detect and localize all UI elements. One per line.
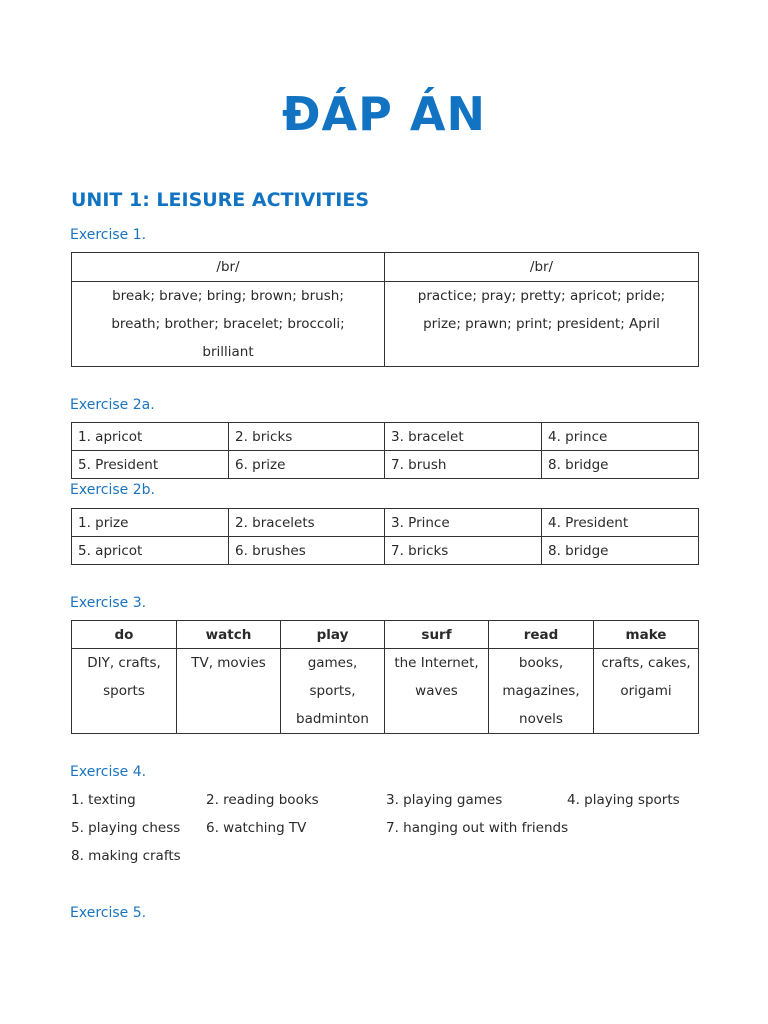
table-cell: DIY, crafts, sports (72, 649, 177, 734)
table-cell: 2. bracelets (229, 509, 385, 537)
list-item: 5. playing chess (71, 820, 181, 836)
table-header-cell: watch (177, 621, 281, 649)
table-row (72, 423, 699, 451)
table-header-cell: play (281, 621, 385, 649)
exercise-2a-table (71, 422, 699, 479)
table-cell: TV, movies (177, 649, 281, 734)
exercise-1-heading: Exercise 1. (70, 227, 147, 243)
table-cell: the Internet, waves (385, 649, 489, 734)
exercise-2a-heading: Exercise 2a. (70, 397, 155, 413)
list-item: 2. reading books (206, 792, 319, 808)
exercise-1-table (71, 252, 699, 367)
table-cell: 2. bricks (229, 423, 385, 451)
table-header-cell: do (72, 621, 177, 649)
table-cell: 5. President (72, 451, 229, 479)
table-cell: books, magazines, novels (489, 649, 594, 734)
list-item: 4. playing sports (567, 792, 680, 808)
table-cell: 7. brush (385, 451, 542, 479)
table-cell: 6. brushes (229, 537, 385, 565)
table-header-row (72, 621, 699, 649)
table-cell: 1. apricot (72, 423, 229, 451)
table-row (72, 509, 699, 537)
table-header-cell: surf (385, 621, 489, 649)
table-cell: 7. bricks (385, 537, 542, 565)
table-cell: 3. Prince (385, 509, 542, 537)
table-cell: games, sports, badminton (281, 649, 385, 734)
table-cell: 8. bridge (542, 451, 699, 479)
table-cell: 5. apricot (72, 537, 229, 565)
table-header-cell: /br/ (385, 253, 699, 282)
exercise-2b-table (71, 508, 699, 565)
list-item: 1. texting (71, 792, 136, 808)
unit-title: UNIT 1: LEISURE ACTIVITIES (71, 189, 370, 211)
table-cell: practice; pray; pretty; apricot; pride; prize; prawn; print; president; April (385, 282, 699, 367)
exercise-4-heading: Exercise 4. (70, 764, 147, 780)
exercise-3-heading: Exercise 3. (70, 595, 147, 611)
table-cell: 3. bracelet (385, 423, 542, 451)
exercise-3-table (71, 620, 699, 734)
table-cell: 1. prize (72, 509, 229, 537)
table-cell: crafts, cakes, origami (594, 649, 699, 734)
table-header-cell: read (489, 621, 594, 649)
table-cell: 8. bridge (542, 537, 699, 565)
table-row (72, 649, 699, 734)
table-cell: 4. President (542, 509, 699, 537)
page-title: ĐÁP ÁN (282, 87, 486, 141)
exercise-2b-heading: Exercise 2b. (70, 482, 155, 498)
table-cell: break; brave; bring; brown; brush; breath; brother; bracelet; broccoli; brilliant (72, 282, 385, 367)
list-item: 7. hanging out with friends (386, 820, 569, 836)
list-item: 6. watching TV (206, 820, 307, 836)
table-row (72, 451, 699, 479)
exercise-5-heading: Exercise 5. (70, 905, 147, 921)
table-cell: 4. prince (542, 423, 699, 451)
table-header-cell: make (594, 621, 699, 649)
table-row (72, 537, 699, 565)
list-item: 8. making crafts (71, 848, 181, 864)
table-cell: 6. prize (229, 451, 385, 479)
list-item: 3. playing games (386, 792, 503, 808)
table-header-cell: /br/ (72, 253, 385, 282)
